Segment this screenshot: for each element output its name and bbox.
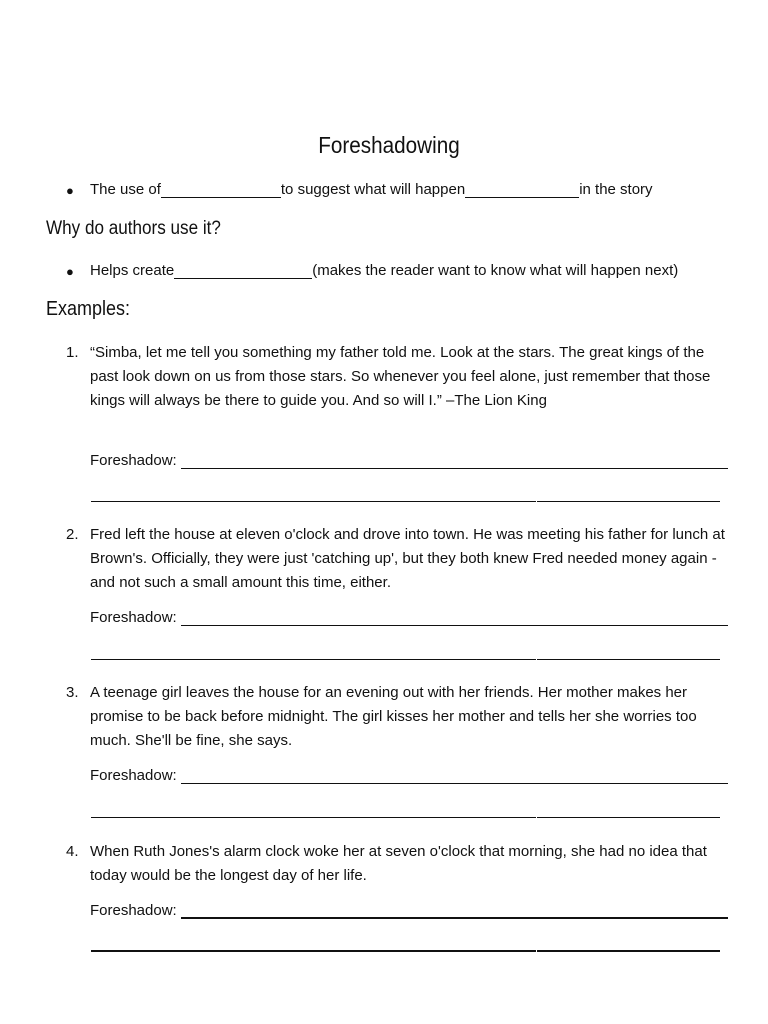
example-number: 3. [66,684,79,701]
example-number: 4. [66,843,79,860]
foreshadow-answer-line-2b[interactable] [537,950,720,952]
foreshadow-answer-line[interactable] [181,610,728,626]
definition-blank-2[interactable] [465,182,579,198]
bullet-dot-icon: ● [66,183,74,198]
foreshadow-answer-line-2a[interactable] [91,950,536,952]
foreshadow-label: Foreshadow: [90,452,177,469]
foreshadow-label: Foreshadow: [90,767,177,784]
example-item [66,341,726,413]
foreshadow-row [90,452,728,469]
example-text: A teenage girl leaves the house for an evening out with her friends. Her mother makes her promise to be back before midnight. The girl kisses her mother and tells her she worries too much. She'll be fine, she says. [90,684,697,749]
foreshadow-row [90,609,728,626]
example-number: 1. [66,344,79,361]
foreshadow-label: Foreshadow: [90,902,177,919]
definition-prefix: The use of [90,181,161,198]
why-blank[interactable] [174,263,312,279]
why-prefix: Helps create [90,262,175,279]
foreshadow-answer-line-2a[interactable] [91,501,536,502]
why-heading: Why do authors use it? [46,218,221,239]
definition-suffix: in the story [579,181,653,198]
foreshadow-answer-line[interactable] [181,768,728,784]
foreshadow-answer-line-2b[interactable] [537,659,720,660]
example-text: Fred left the house at eleven o'clock and drove into town. He was meeting his father for lunch at Brown's. Officially, they were just 'catching up', but they both knew Fred needed money again - and not such a small amount this time, either. [90,526,725,591]
foreshadow-row [90,902,728,919]
foreshadow-answer-line[interactable] [181,902,728,919]
example-text: “Simba, let me tell you something my father told me. Look at the stars. The great kings of the past look down on us from those stars. So whenever you feel alone, just remember that those kings will always be there to guide you. And so will I.” –The Lion King [90,344,711,409]
foreshadow-answer-line[interactable] [181,453,728,469]
foreshadow-row [90,767,728,784]
example-number: 2. [66,526,79,543]
example-item [66,840,726,888]
page-title: Foreshadowing [318,132,460,158]
definition-blank-1[interactable] [161,182,281,198]
definition-bullet [66,181,653,198]
example-text: When Ruth Jones's alarm clock woke her at seven o'clock that morning, she had no idea that today would be the longest day of her life. [90,843,707,884]
foreshadow-answer-line-2b[interactable] [537,817,720,818]
foreshadow-answer-line-2b[interactable] [537,501,720,502]
examples-heading: Examples: [46,298,131,320]
bullet-dot-icon: ● [66,264,74,279]
foreshadow-answer-line-2a[interactable] [91,817,536,818]
foreshadow-answer-line-2a[interactable] [91,659,536,660]
why-bullet [66,262,678,279]
definition-middle: to suggest what will happen [280,181,466,198]
example-item [66,523,726,595]
example-item [66,681,726,753]
why-suffix: (makes the reader want to know what will happen next) [312,262,679,279]
foreshadow-label: Foreshadow: [90,609,177,626]
